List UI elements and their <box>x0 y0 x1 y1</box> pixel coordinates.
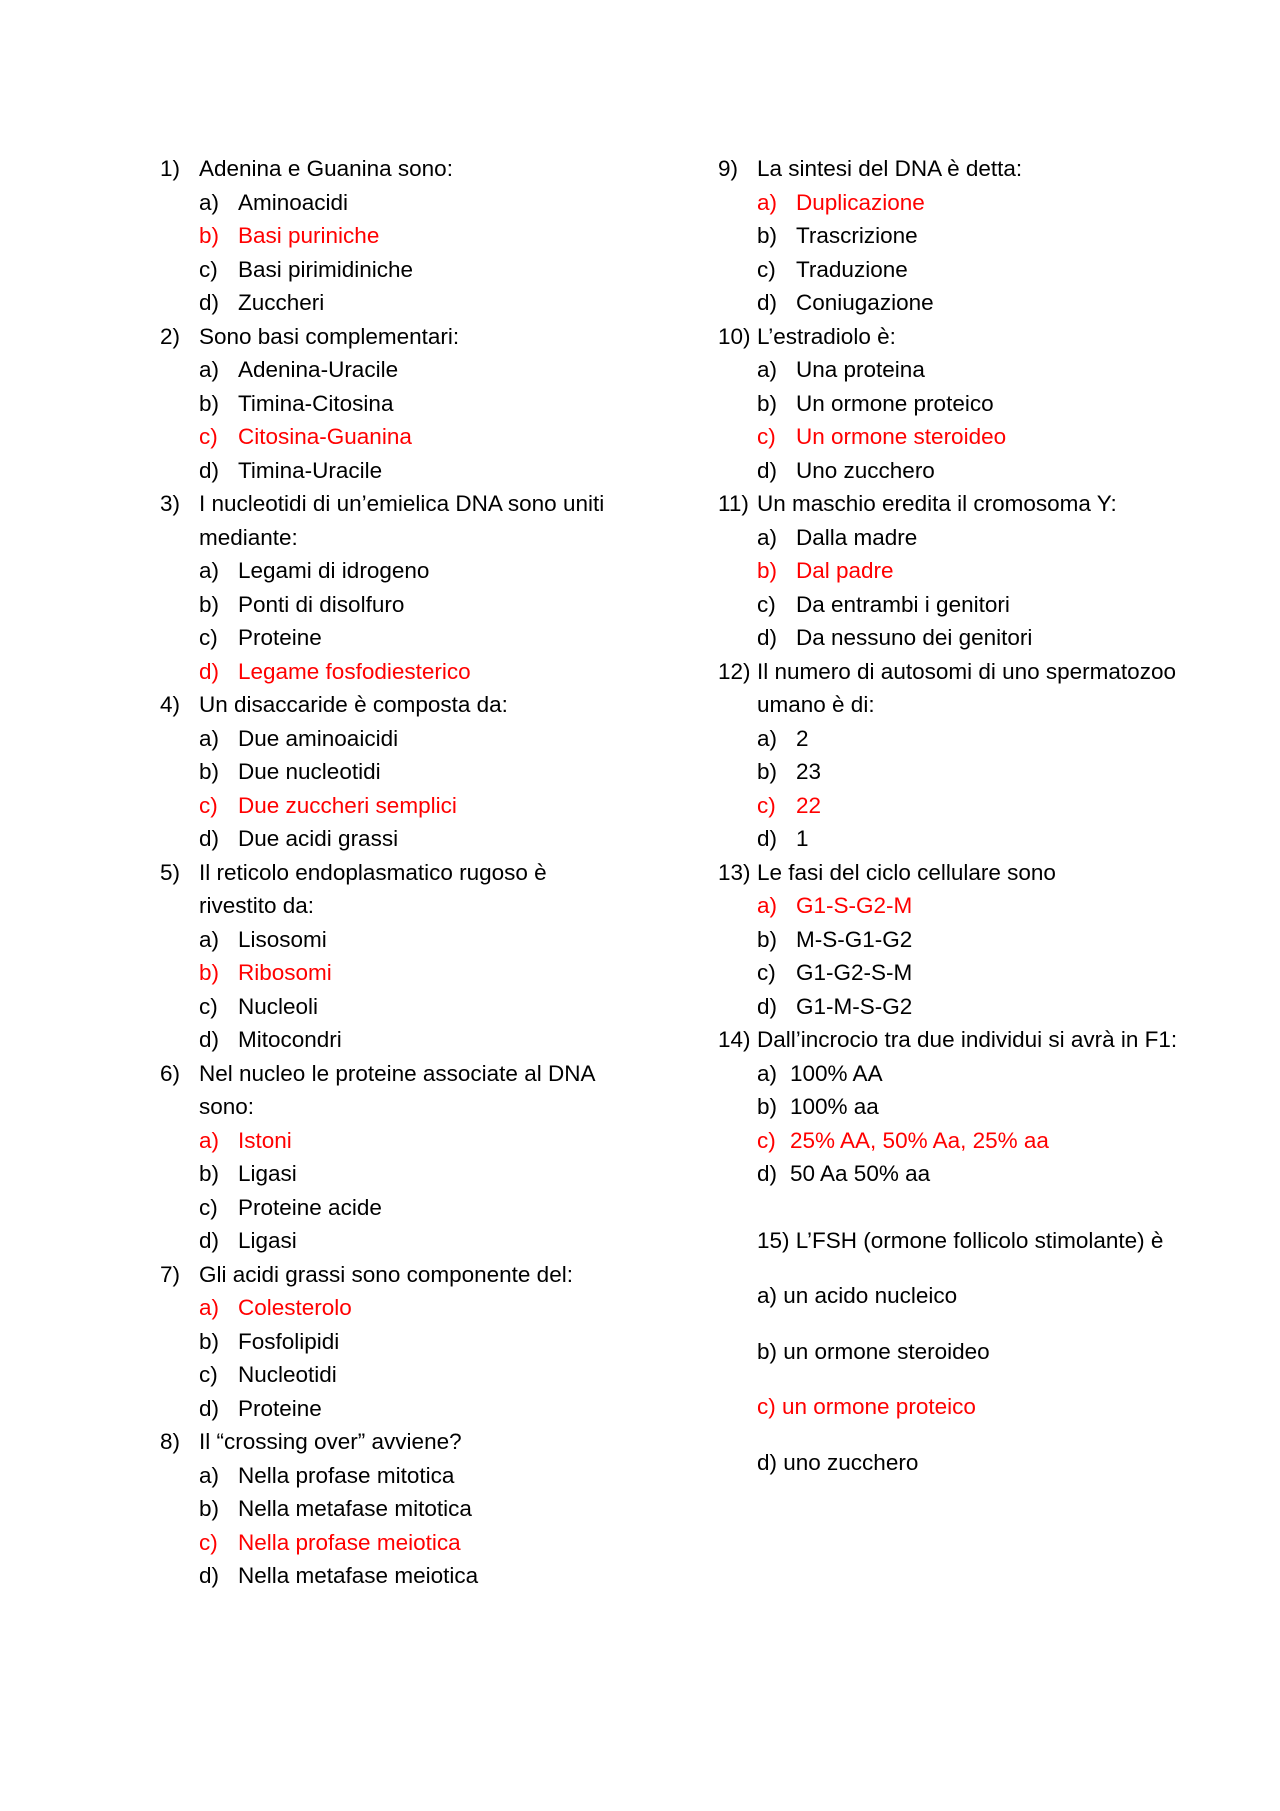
option-letter: c) <box>757 591 776 617</box>
answer-option <box>757 219 1188 253</box>
answer-option-correct <box>199 1124 610 1158</box>
answer-option-correct <box>199 219 610 253</box>
answer-option <box>199 1157 610 1191</box>
option-text: 100% aa <box>790 1094 879 1119</box>
option-text: G1-S-G2-M <box>796 893 913 918</box>
option-text: Due zuccheri semplici <box>238 792 457 818</box>
option-text: Trascrizione <box>796 223 918 248</box>
option-letter: d) <box>757 1161 778 1186</box>
question <box>160 688 610 722</box>
question <box>718 856 1188 890</box>
question-block <box>718 856 1188 1024</box>
option-text: Timina-Uracile <box>238 457 383 483</box>
right-column <box>718 152 1188 1479</box>
answer-option <box>199 990 610 1024</box>
question <box>718 487 1188 521</box>
question-15-option-b: b) un ormone steroideo <box>757 1338 990 1364</box>
answer-option-correct <box>199 420 610 454</box>
answer-option-correct <box>199 956 610 990</box>
option-letter: a) <box>199 926 220 952</box>
option-text: 23 <box>796 759 822 784</box>
option-letter: c) <box>757 792 776 818</box>
option-text: Basi pirimidiniche <box>238 256 414 282</box>
answer-option <box>199 755 610 789</box>
question-number: 11) <box>718 491 749 516</box>
answer-option <box>757 755 1188 789</box>
option-letter: b) <box>199 390 220 416</box>
answer-option <box>757 621 1188 655</box>
option-text: Fosfolipidi <box>238 1328 340 1354</box>
answer-option-correct <box>757 889 1188 923</box>
answer-option <box>199 1325 610 1359</box>
option-text: Istoni <box>238 1127 292 1153</box>
option-text: Aminoacidi <box>238 189 349 215</box>
option-text: Adenina-Uracile <box>238 357 399 382</box>
answer-option <box>757 286 1188 320</box>
question <box>160 1258 610 1292</box>
question-15-option-d: d) uno zucchero <box>757 1449 919 1475</box>
question-text: La sintesi del DNA è detta: <box>757 156 1023 181</box>
answer-option <box>199 1023 610 1057</box>
option-letter: a) <box>757 357 778 382</box>
question-15-option-a: a) un acido nucleico <box>757 1283 958 1308</box>
question-text: Il numero di autosomi di uno spermatozoo umano è di: <box>757 658 1176 717</box>
option-text: Da entrambi i genitori <box>796 591 1010 617</box>
option-letter: d) <box>757 826 778 851</box>
option-text: Ligasi <box>238 1161 297 1186</box>
option-letter: c) <box>199 625 218 650</box>
option-letter: b) <box>757 926 778 952</box>
option-text: Due acidi grassi <box>238 826 399 851</box>
option-text: M-S-G1-G2 <box>796 926 913 952</box>
question <box>160 487 610 554</box>
answer-option-correct <box>757 1124 1188 1158</box>
option-letter: d) <box>199 457 220 483</box>
option-text: Ponti di disolfuro <box>238 591 405 617</box>
option-letter: a) <box>757 524 778 550</box>
answer-option <box>199 1492 610 1526</box>
option-text: Nucleotidi <box>238 1362 337 1387</box>
answer-option-correct <box>199 655 610 689</box>
option-letter: a) <box>199 1462 220 1488</box>
option-letter: d) <box>757 993 778 1019</box>
question <box>160 152 610 186</box>
question-number: 9) <box>718 156 739 181</box>
question <box>718 320 1188 354</box>
option-letter: b) <box>757 558 778 583</box>
question-text: Nel nucleo le proteine associate al DNA sono: <box>199 1060 595 1119</box>
question-text: Un disaccaride è composta da: <box>199 692 508 717</box>
question-block <box>160 487 610 688</box>
answer-option <box>199 1358 610 1392</box>
question-text: Il reticolo endoplasmatico rugoso è rivestito da: <box>199 859 547 918</box>
option-text: Da nessuno dei genitori <box>796 625 1033 650</box>
answer-option <box>199 454 610 488</box>
answer-option-correct <box>757 420 1188 454</box>
question-number: 1) <box>160 156 181 181</box>
answer-option <box>199 722 610 756</box>
option-letter: c) <box>757 424 776 449</box>
answer-option <box>199 186 610 220</box>
option-text: Una proteina <box>796 357 925 382</box>
question-block <box>160 1425 610 1593</box>
option-letter: b) <box>757 223 778 248</box>
answer-option <box>757 521 1188 555</box>
question-15 <box>718 1224 1188 1480</box>
option-text: 1 <box>796 826 809 851</box>
option-letter: d) <box>199 1228 220 1253</box>
option-letter: c) <box>199 1529 218 1555</box>
question-number: 2) <box>160 323 181 349</box>
option-text: Un ormone steroideo <box>796 424 1007 449</box>
answer-option <box>199 822 610 856</box>
option-text: Nella profase mitotica <box>238 1462 455 1488</box>
question-number: 14) <box>718 1027 751 1052</box>
answer-option <box>199 253 610 287</box>
question-text: Sono basi complementari: <box>199 323 460 349</box>
option-letter: b) <box>199 591 220 617</box>
option-letter: a) <box>199 357 220 382</box>
question-block <box>718 655 1188 856</box>
option-text: Uno zucchero <box>796 457 935 483</box>
option-letter: c) <box>199 424 218 449</box>
option-letter: d) <box>199 1395 220 1421</box>
option-text: Nucleoli <box>238 993 319 1019</box>
answer-option <box>757 1157 1188 1191</box>
option-letter: c) <box>757 960 776 985</box>
question <box>160 856 610 923</box>
option-text: Colesterolo <box>238 1295 352 1320</box>
option-letter: c) <box>199 993 218 1019</box>
option-letter: d) <box>199 826 220 851</box>
answer-option <box>757 956 1188 990</box>
option-letter: c) <box>199 1194 218 1220</box>
option-letter: b) <box>199 960 220 985</box>
question-block <box>160 1057 610 1258</box>
option-text: Nella profase meiotica <box>238 1529 461 1555</box>
question <box>160 320 610 354</box>
question-number: 3) <box>160 491 181 516</box>
option-letter: c) <box>757 1127 776 1153</box>
question-text: Dall’incrocio tra due individui si avrà in F1: <box>757 1027 1178 1052</box>
answer-option-correct <box>757 554 1188 588</box>
option-letter: d) <box>199 290 220 315</box>
question-15-option-c: c) un ormone proteico <box>757 1394 976 1419</box>
option-text: Zuccheri <box>238 290 325 315</box>
option-letter: a) <box>199 558 220 583</box>
answer-option <box>199 554 610 588</box>
question-number: 7) <box>160 1261 181 1287</box>
answer-option <box>199 1224 610 1258</box>
option-text: G1-G2-S-M <box>796 960 913 985</box>
option-text: Ligasi <box>238 1228 297 1253</box>
question-number: 12) <box>718 658 751 684</box>
question-15-title: 15) L’FSH (ormone follicolo stimolante) è <box>757 1227 1164 1253</box>
question-block <box>718 1023 1188 1191</box>
answer-option-correct <box>199 1526 610 1560</box>
option-letter: d) <box>757 625 778 650</box>
answer-option <box>199 1392 610 1426</box>
option-text: 2 <box>796 725 809 751</box>
option-letter: c) <box>199 1362 218 1387</box>
question-number: 13) <box>718 859 751 885</box>
option-letter: b) <box>757 759 778 784</box>
answer-option <box>757 454 1188 488</box>
option-letter: b) <box>757 1094 778 1119</box>
question-block <box>160 320 610 488</box>
option-text: 50 Aa 50% aa <box>790 1161 931 1186</box>
option-letter: b) <box>757 390 778 416</box>
option-text: 22 <box>796 792 822 818</box>
question-text: Le fasi del ciclo cellulare sono <box>757 859 1056 885</box>
option-letter: a) <box>199 189 220 215</box>
option-text: Legami di idrogeno <box>238 558 430 583</box>
answer-option <box>199 286 610 320</box>
question-block <box>160 856 610 1057</box>
option-text: Legame fosfodiesterico <box>238 658 471 684</box>
option-letter: d) <box>199 1563 220 1588</box>
option-letter: a) <box>757 189 778 215</box>
answer-option-correct <box>199 1291 610 1325</box>
question-number: 8) <box>160 1429 181 1454</box>
option-letter: a) <box>199 1295 220 1320</box>
option-letter: a) <box>199 1127 220 1153</box>
option-text: Citosina-Guanina <box>238 424 412 449</box>
option-text: Proteine acide <box>238 1194 382 1220</box>
answer-option-correct <box>199 789 610 823</box>
option-letter: b) <box>199 1328 220 1354</box>
option-letter: c) <box>199 792 218 818</box>
option-letter: a) <box>757 725 778 751</box>
question-block <box>718 152 1188 320</box>
answer-option <box>757 923 1188 957</box>
option-text: Basi puriniche <box>238 223 380 248</box>
question-block <box>160 152 610 320</box>
question-number: 6) <box>160 1060 181 1086</box>
option-text: Proteine <box>238 1395 322 1421</box>
question-block <box>160 688 610 856</box>
question <box>718 1023 1188 1057</box>
answer-option <box>199 1191 610 1225</box>
answer-option <box>757 1090 1188 1124</box>
option-text: Due nucleotidi <box>238 759 381 784</box>
question-block <box>718 487 1188 655</box>
question-text: L’estradiolo è: <box>757 323 896 349</box>
question-text: Il “crossing over” avviene? <box>199 1429 462 1454</box>
option-letter: a) <box>757 893 778 918</box>
answer-option <box>199 1559 610 1593</box>
answer-option <box>757 353 1188 387</box>
question <box>718 655 1188 722</box>
answer-option-correct <box>757 186 1188 220</box>
option-text: Nella metafase mitotica <box>238 1496 472 1521</box>
answer-option <box>199 387 610 421</box>
option-letter: c) <box>199 256 218 282</box>
option-letter: d) <box>199 658 220 684</box>
answer-option <box>757 722 1188 756</box>
option-letter: b) <box>199 759 220 784</box>
option-text: 25% AA, 50% Aa, 25% aa <box>790 1127 1049 1153</box>
answer-option <box>757 387 1188 421</box>
answer-option <box>757 990 1188 1024</box>
question-number: 4) <box>160 692 181 717</box>
option-letter: d) <box>199 1027 220 1052</box>
question <box>160 1425 610 1459</box>
option-text: Traduzione <box>796 256 908 282</box>
option-text: Dal padre <box>796 558 894 583</box>
option-text: Coniugazione <box>796 290 934 315</box>
option-letter: b) <box>199 1161 220 1186</box>
question <box>160 1057 610 1124</box>
question <box>718 152 1188 186</box>
left-column <box>160 152 610 1593</box>
option-text: Dalla madre <box>796 524 918 550</box>
option-letter: a) <box>199 725 220 751</box>
option-letter: d) <box>757 290 778 315</box>
option-letter: b) <box>199 1496 220 1521</box>
option-text: Duplicazione <box>796 189 925 215</box>
answer-option <box>757 822 1188 856</box>
answer-option <box>199 353 610 387</box>
answer-option-correct <box>757 789 1188 823</box>
answer-option <box>199 923 610 957</box>
option-text: Nella metafase meiotica <box>238 1563 479 1588</box>
option-text: Due aminoaicidi <box>238 725 399 751</box>
option-text: G1-M-S-G2 <box>796 993 913 1019</box>
question-number: 10) <box>718 323 751 349</box>
answer-option <box>757 1057 1188 1091</box>
question-text: I nucleotidi di un’emielica DNA sono uniti mediante: <box>199 491 605 550</box>
option-letter: c) <box>757 256 776 282</box>
option-text: Un ormone proteico <box>796 390 994 416</box>
question-text: Un maschio eredita il cromosoma Y: <box>757 491 1117 516</box>
option-text: Lisosomi <box>238 926 327 952</box>
answer-option <box>199 1459 610 1493</box>
question-block <box>718 320 1188 488</box>
question-text: Adenina e Guanina sono: <box>199 156 453 181</box>
option-letter: d) <box>757 457 778 483</box>
option-text: Proteine <box>238 625 322 650</box>
answer-option <box>757 253 1188 287</box>
question-text: Gli acidi grassi sono componente del: <box>199 1261 573 1287</box>
answer-option <box>757 588 1188 622</box>
question-number: 5) <box>160 859 181 885</box>
option-text: Mitocondri <box>238 1027 342 1052</box>
right-questions <box>718 152 1188 1191</box>
answer-option <box>199 621 610 655</box>
option-letter: a) <box>757 1060 778 1086</box>
question-block <box>160 1258 610 1426</box>
option-text: Timina-Citosina <box>238 390 394 416</box>
option-text: 100% AA <box>790 1060 883 1086</box>
option-letter: b) <box>199 223 220 248</box>
option-text: Ribosomi <box>238 960 332 985</box>
answer-option <box>199 588 610 622</box>
